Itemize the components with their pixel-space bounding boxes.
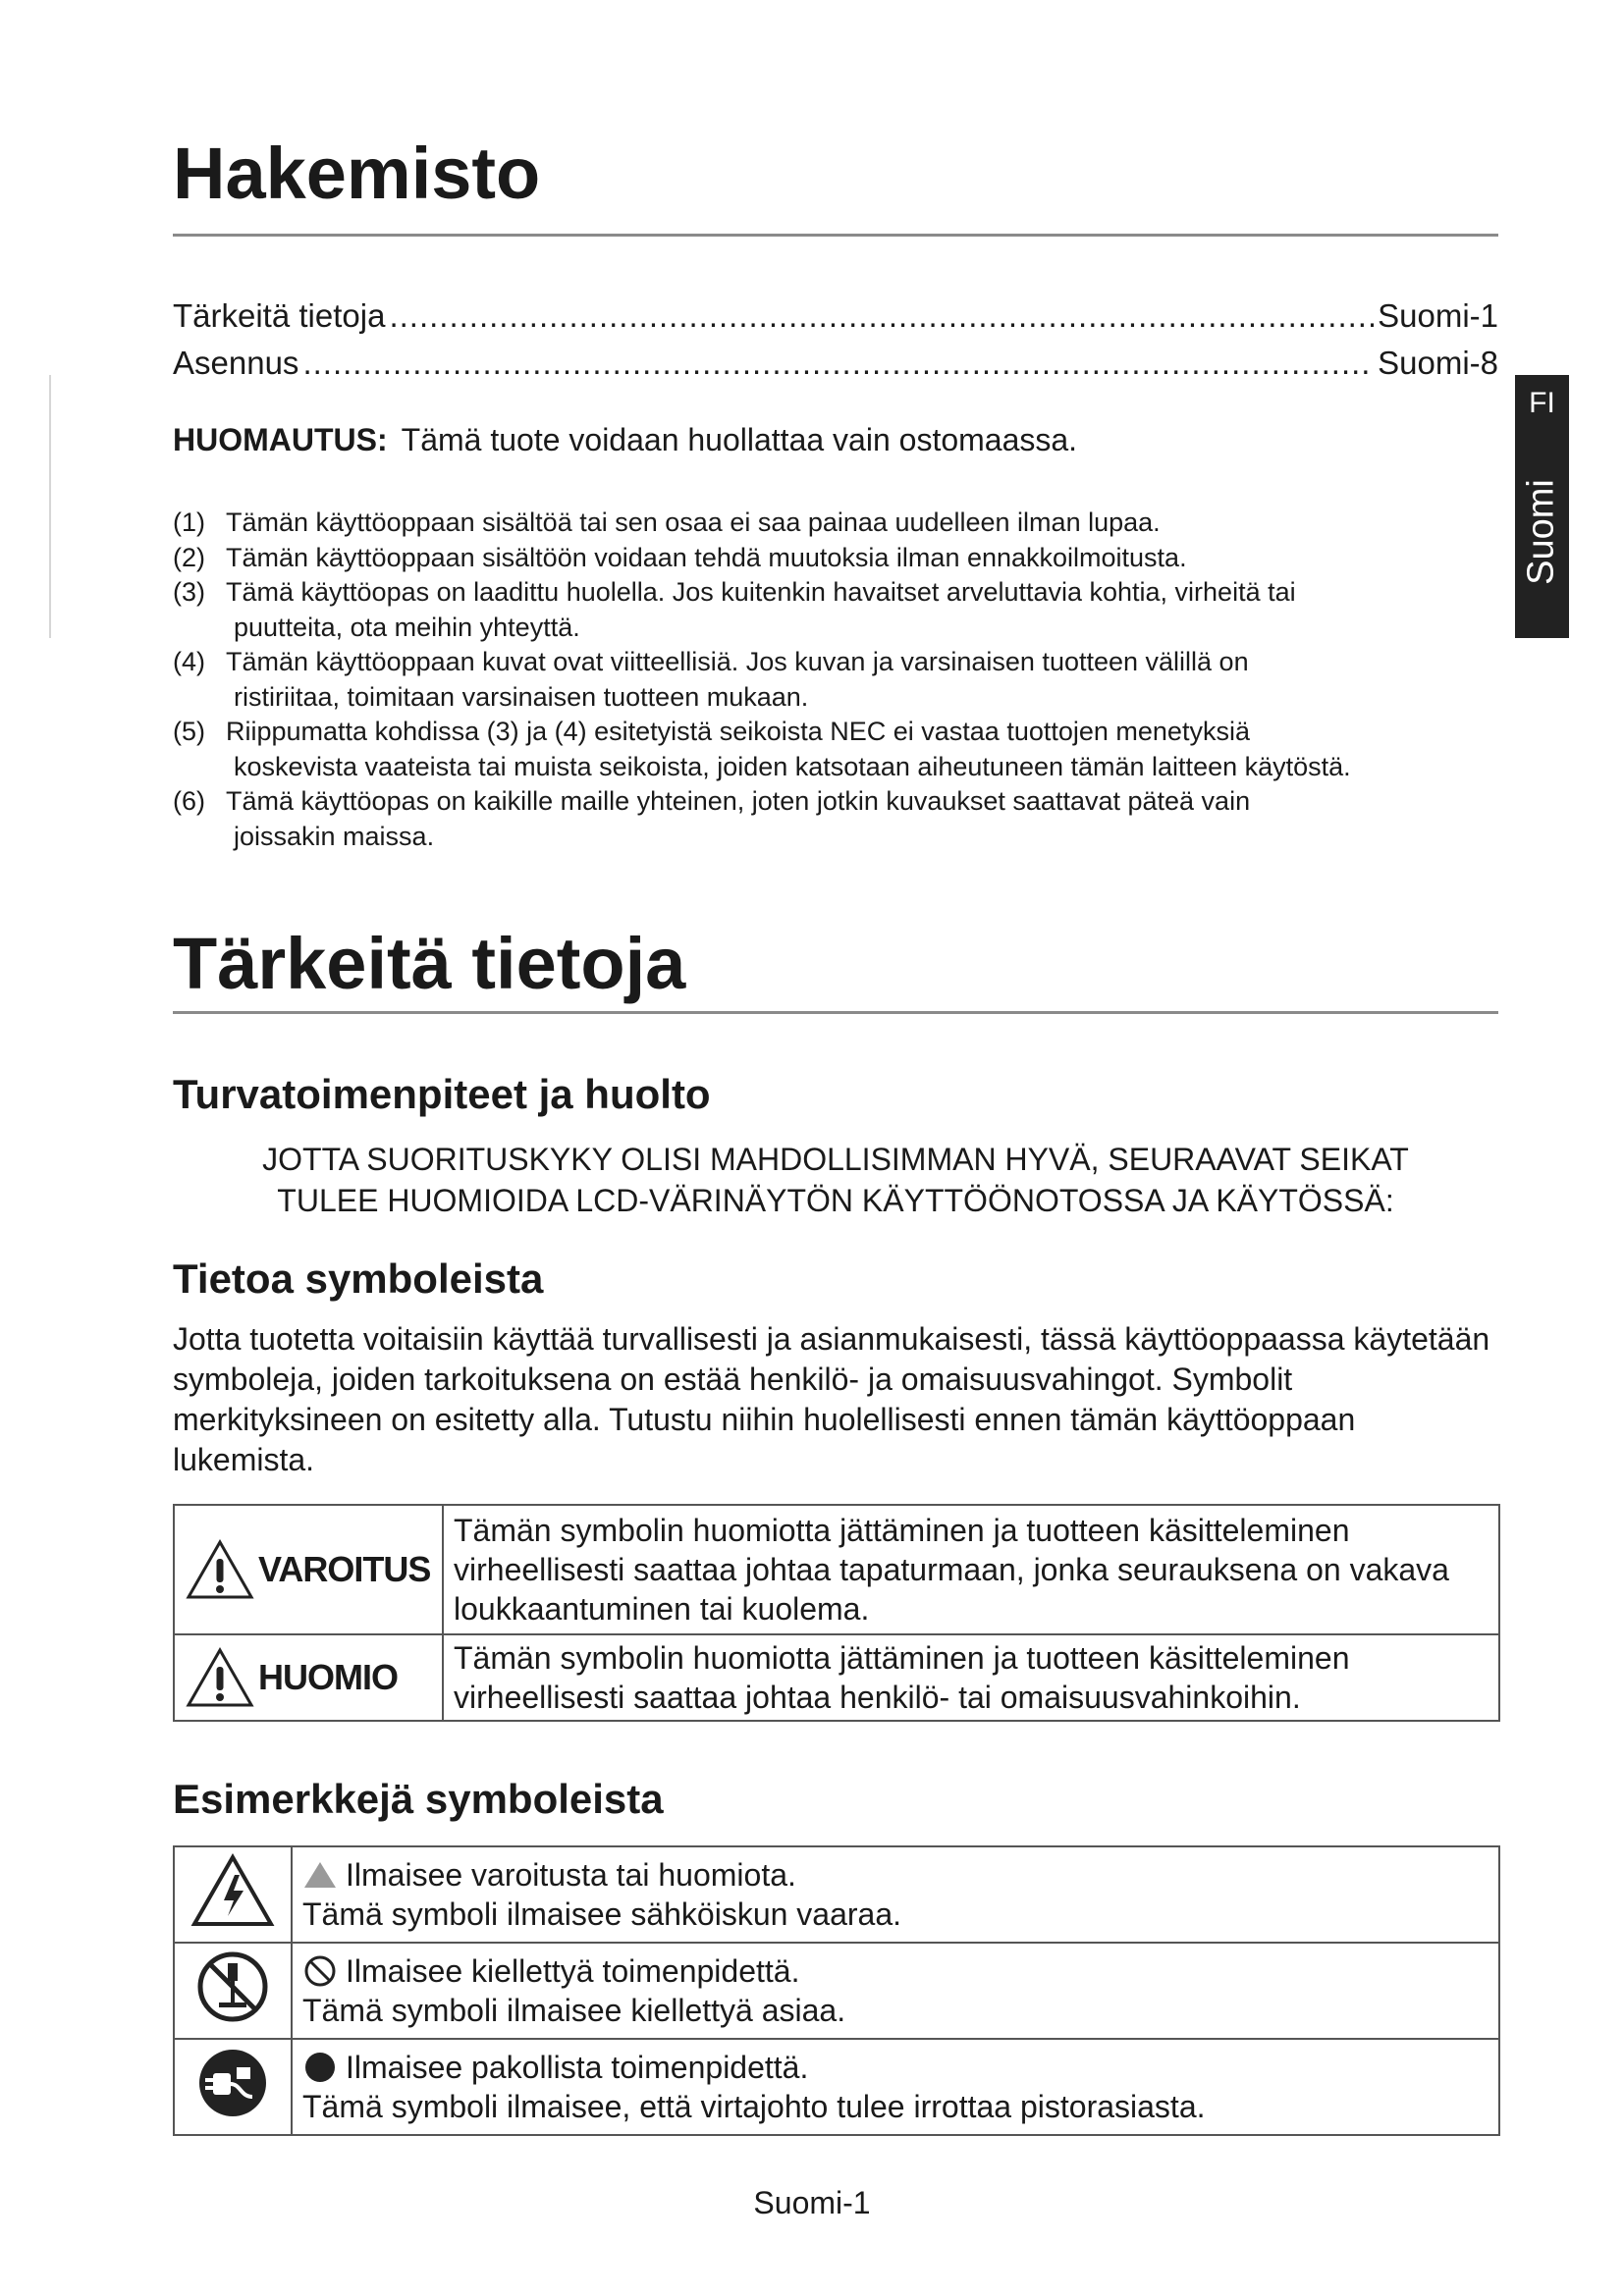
- electric-shock-icon: [190, 1853, 275, 1928]
- notice-list: [173, 506, 1508, 854]
- margin-line: [49, 375, 51, 638]
- toc-leader: [302, 347, 1374, 379]
- notice-item: [173, 715, 1508, 784]
- section-title: Tärkeitä tietoja: [173, 923, 686, 1004]
- signal-description: Tämän symbolin huomiotta jättäminen ja tuotteen käsitteleminen virheellisesti saattaa johtaa henkilö- tai omaisuusvahinkoihin.: [443, 1634, 1499, 1721]
- language-name: Suomi: [1520, 479, 1562, 585]
- signal-word: [176, 1539, 441, 1600]
- notice-text-cont: koskevista vaateista tai muista seikoista, joiden katsotaan aiheutuneen tämän laitteen käytöstä.: [234, 751, 1351, 781]
- notice-text: Tämän käyttöoppaan kuvat ovat viitteellisiä. Jos kuvan ja varsinaisen tuotteen välillä on: [226, 647, 1249, 676]
- toc-leader: [389, 299, 1374, 332]
- notice-item: [173, 541, 1508, 576]
- caps-notice: [173, 1139, 1498, 1221]
- signal-word-label: VAROITUS: [258, 1549, 431, 1589]
- notice-text: Tämän käyttöoppaan sisältöön voidaan tehdä muutoksia ilman ennakkoilmoitusta.: [226, 542, 1187, 572]
- notice-item: [173, 575, 1508, 645]
- notice-item: [173, 645, 1508, 715]
- examples-heading: Esimerkkejä symboleista: [173, 1776, 664, 1822]
- unplug-icon: [195, 2046, 270, 2120]
- note: [173, 424, 1077, 455]
- table-row: [174, 2039, 1499, 2135]
- signal-description: Tämän symbolin huomiotta jättäminen ja tuotteen käsitteleminen virheellisesti saattaa johtaa tapaturmaan, jonka seurauksena on vakava loukkaantuminen tai kuolema.: [443, 1505, 1499, 1634]
- toc-entry: [173, 299, 1498, 332]
- title-rule: [173, 234, 1498, 237]
- toc-entry-page: Suomi-1: [1378, 297, 1498, 334]
- notice-number: (5): [173, 717, 205, 746]
- caps-line: TULEE HUOMIOIDA LCD-VÄRINÄYTÖN KÄYTTÖÖNOTOSSA JA KÄYTÖSSÄ:: [277, 1183, 1394, 1218]
- no-disassembly-icon: [195, 1949, 270, 2024]
- table-row: [174, 1943, 1499, 2039]
- example-description: Tämä symboli ilmaisee kiellettyä asiaa.: [302, 1993, 846, 2028]
- notice-item: [173, 784, 1508, 854]
- table-row: [174, 1505, 1499, 1634]
- warning-triangle-icon: [186, 1647, 254, 1708]
- notice-number: (4): [173, 647, 205, 676]
- section-rule: [173, 1011, 1498, 1014]
- notice-text-cont: joissakin maissa.: [234, 821, 435, 851]
- notice-text: Tämä käyttöopas on laadittu huolella. Jos kuitenkin havaitset arveluttavia kohtia, virheitä tai: [226, 577, 1296, 607]
- notice-number: (2): [173, 542, 205, 572]
- prohibition-icon: [302, 1953, 338, 1989]
- notice-text-cont: ristiriitaa, toimitaan varsinaisen tuotteen mukaan.: [234, 681, 809, 712]
- signal-word-label: HUOMIO: [258, 1657, 398, 1697]
- table-row: [174, 1634, 1499, 1721]
- notice-number: (1): [173, 507, 205, 537]
- page-number: Suomi-1: [753, 2185, 871, 2220]
- note-text: Tämä tuote voidaan huollattaa vain ostomaassa.: [401, 422, 1078, 457]
- toc-entry-label: Asennus: [173, 345, 299, 381]
- filled-circle-icon: [302, 2050, 338, 2085]
- language-code: FI: [1529, 387, 1555, 419]
- toc-entry-page: Suomi-8: [1378, 345, 1498, 381]
- example-meaning: Ilmaisee kiellettyä toimenpidettä.: [346, 1953, 800, 1989]
- example-meaning: Ilmaisee varoitusta tai huomiota.: [346, 1857, 796, 1893]
- toc-entry-label: Tärkeitä tietoja: [173, 297, 386, 334]
- symbols-paragraph: Jotta tuotetta voitaisiin käyttää turvallisesti ja asianmukaisesti, tässä käyttöoppaassa käytetään symboleja, joiden tarkoituksena on estää henkilö- ja omaisuusvahingot. Symbolit merkityksineen on esitetty alla. Tutustu niihin huolellisesti ennen tämän käyttöoppaan lukemista.: [173, 1321, 1490, 1477]
- table-row: [174, 1846, 1499, 1943]
- notice-item: [173, 506, 1508, 541]
- notice-number: (6): [173, 786, 205, 816]
- toc-entry: [173, 347, 1498, 379]
- notice-text: Riippumatta kohdissa (3) ja (4) esitetyistä seikoista NEC ei vastaa tuottojen menetyksiä: [226, 717, 1250, 746]
- example-description: Tämä symboli ilmaisee sähköiskun vaaraa.: [302, 1896, 902, 1932]
- warning-triangle-icon: [186, 1539, 254, 1600]
- note-label: HUOMAUTUS:: [173, 422, 388, 457]
- triangle-icon: [302, 1860, 338, 1890]
- notice-text: Tämän käyttöoppaan sisältöä tai sen osaa ei saa painaa uudelleen ilman lupaa.: [226, 507, 1161, 537]
- symbols-heading: Tietoa symboleista: [173, 1255, 544, 1302]
- notice-number: (3): [173, 577, 205, 607]
- caps-line: JOTTA SUORITUSKYKY OLISI MAHDOLLISIMMAN HYVÄ, SEURAAVAT SEIKAT: [262, 1142, 1409, 1177]
- subsection-title: Turvatoimenpiteet ja huolto: [173, 1071, 711, 1117]
- examples-table: [173, 1845, 1500, 2136]
- signal-word: [176, 1647, 441, 1708]
- example-meaning: Ilmaisee pakollista toimenpidettä.: [346, 2050, 809, 2085]
- notice-text-cont: puutteita, ota meihin yhteyttä.: [234, 612, 580, 642]
- signal-word-table: [173, 1504, 1500, 1722]
- example-description: Tämä symboli ilmaisee, että virtajohto tulee irrottaa pistorasiasta.: [302, 2089, 1206, 2124]
- notice-text: Tämä käyttöopas on kaikille maille yhteinen, joten jotkin kuvaukset saattavat päteä vain: [226, 786, 1251, 816]
- language-tab: [1515, 375, 1569, 638]
- toc-title: Hakemisto: [173, 133, 541, 214]
